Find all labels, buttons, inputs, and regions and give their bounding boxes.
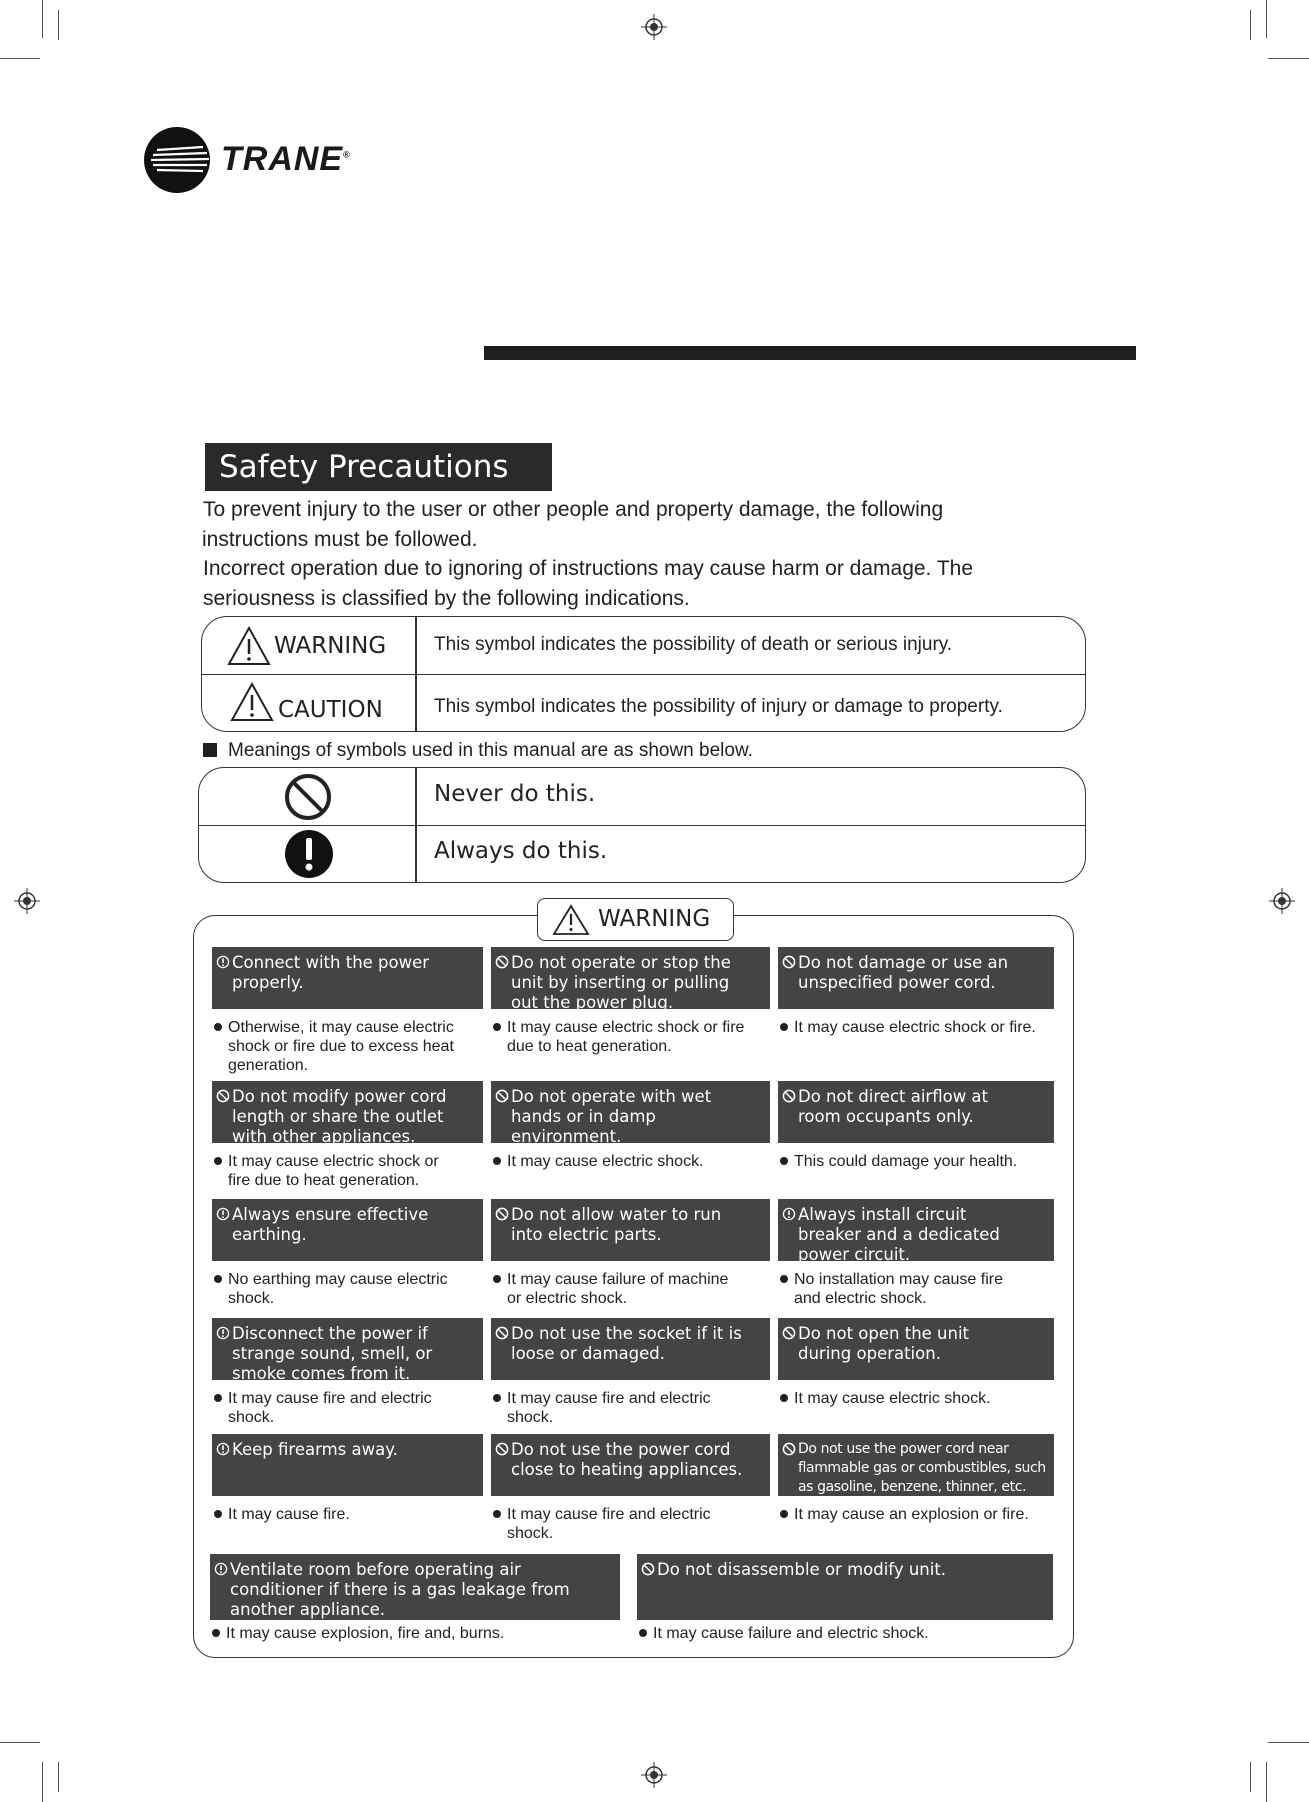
warning-cell-heading (491, 1318, 770, 1380)
warning-cell-heading-line: Do not allow water to run (511, 1205, 722, 1224)
caution-triangle-icon (229, 681, 275, 723)
warning-cell-consequence (778, 1270, 1062, 1308)
warning-cell-heading (637, 1554, 1053, 1620)
exclamation-icon (216, 1326, 230, 1340)
warning-cell-heading-line: Do not direct airflow at (798, 1087, 989, 1106)
warning-cell-heading-line: Always ensure effective (232, 1205, 429, 1224)
warning-cell-heading-line: unspecified power cord. (798, 973, 996, 992)
bullet-dot-icon (214, 1157, 222, 1165)
prohibition-icon (495, 955, 509, 969)
indication-text: This symbol indicates the possibility of death or serious injury. (434, 634, 953, 655)
indication-row-warning (202, 617, 1085, 674)
warning-cell-consequence-line: It may cause fire. (228, 1506, 350, 1523)
warning-cell-heading (778, 1318, 1054, 1380)
warning-cell-consequence-line: generation. (228, 1057, 309, 1074)
warning-cell-heading-line: smoke comes from it. (232, 1364, 411, 1383)
warning-cell-heading (491, 1199, 770, 1261)
warning-cell-heading-line: Always install circuit (798, 1205, 967, 1224)
warning-cell-heading-line: into electric parts. (511, 1225, 662, 1244)
prohibition-icon (284, 773, 332, 821)
symbol-row-never (199, 768, 1085, 825)
bullet-dot-icon (212, 1629, 220, 1637)
warning-cell-heading-line: length or share the outlet (232, 1107, 444, 1126)
warning-cell-heading-line: as gasoline, benzene, thinner, etc. (798, 1479, 1027, 1495)
warning-cell-consequence (778, 1152, 1062, 1171)
bullet-dot-icon (493, 1157, 501, 1165)
brand-wordmark: TRANE® (221, 140, 351, 178)
title-bar (484, 346, 1136, 360)
warning-cell-consequence-line: shock. (507, 1409, 554, 1426)
warning-cell-consequence (491, 1018, 778, 1056)
warning-cell-consequence (491, 1505, 778, 1543)
warning-cell-consequence-line: Otherwise, it may cause electric (228, 1019, 454, 1036)
warning-cell-heading-line: earthing. (232, 1225, 307, 1244)
warning-cell-consequence-line: or electric shock. (507, 1290, 628, 1307)
prohibition-icon (782, 1442, 796, 1456)
warning-cell-heading-line: Ventilate room before operating air (230, 1560, 521, 1579)
warning-cell-heading (212, 1081, 483, 1146)
warning-cell-heading-line: Do not modify power cord (232, 1087, 447, 1106)
registration-mark-icon (14, 888, 40, 914)
bullet-dot-icon (780, 1510, 788, 1518)
warning-cell-consequence-line: It may cause failure and electric shock. (653, 1625, 929, 1642)
warning-cell-heading-line: environment. (511, 1127, 622, 1146)
warning-cell-heading-line: Do not operate or stop the (511, 953, 731, 972)
warning-cell-heading-line: Do not disassemble or modify unit. (657, 1560, 947, 1579)
warning-cell-heading (212, 1318, 483, 1383)
bullet-dot-icon (493, 1023, 501, 1031)
prohibition-icon (495, 1442, 509, 1456)
warning-cell-consequence (212, 1389, 491, 1427)
warning-cell-heading-line: Disconnect the power if (232, 1324, 428, 1343)
prohibition-icon (495, 1207, 509, 1221)
warning-cell-consequence-line: It may cause fire and electric (228, 1390, 432, 1407)
warning-cell-consequence-line: No installation may cause fire (794, 1271, 1003, 1288)
warning-cell-heading-line: Do not open the unit (798, 1324, 970, 1343)
warning-cell-heading (212, 1434, 483, 1496)
warning-cell-consequence-line: shock. (507, 1525, 554, 1542)
symbol-table (198, 767, 1086, 883)
warning-cell-consequence-line: fire due to heat generation. (228, 1172, 420, 1189)
warning-box-label: WARNING (537, 898, 734, 941)
warning-cell-consequence-line: and electric shock. (794, 1290, 927, 1307)
bullet-dot-icon (493, 1510, 501, 1518)
warning-cell-heading-line: unit by inserting or pulling (511, 973, 730, 992)
bullet-dot-icon (214, 1510, 222, 1518)
warning-cell-heading (778, 1434, 1054, 1496)
warning-cell-heading-line: Do not use the power cord near (798, 1441, 1009, 1457)
warning-cell-consequence (778, 1505, 1062, 1524)
warning-cell-consequence (210, 1624, 628, 1643)
indication-label: CAUTION (278, 697, 383, 723)
warning-cell-heading-line: Do not damage or use an (798, 953, 1009, 972)
intro-line: instructions must be followed. (202, 528, 478, 551)
warning-cell-consequence-line: shock or fire due to excess heat (228, 1038, 454, 1055)
warning-cell-consequence-line: This could damage your health. (794, 1153, 1018, 1170)
warning-cell-heading (491, 1081, 770, 1146)
warning-cell-heading (210, 1554, 620, 1620)
indication-text: This symbol indicates the possibility of injury or damage to property. (434, 696, 1003, 717)
warning-cell-consequence-line: It may cause electric shock or fire (507, 1019, 745, 1036)
exclamation-icon (284, 829, 334, 879)
warning-cell-heading (212, 947, 483, 1009)
warning-cell-consequence (637, 1624, 1061, 1643)
warning-cell-heading-line: properly. (232, 973, 304, 992)
warning-cell-consequence (491, 1152, 778, 1171)
symbol-row-always (199, 825, 1085, 883)
warning-cell-consequence-line: shock. (228, 1290, 275, 1307)
warning-cell-consequence-line: It may cause explosion, fire and, burns. (226, 1625, 505, 1642)
indication-label: WARNING (274, 633, 387, 659)
warning-cell-heading-line: close to heating appliances. (511, 1460, 743, 1479)
warning-cell-heading (491, 947, 770, 1012)
warning-cell-heading-line: Do not operate with wet (511, 1087, 712, 1106)
warning-cell-consequence (212, 1018, 491, 1075)
warning-cell-heading-line: loose or damaged. (511, 1344, 666, 1363)
warning-cell-consequence (212, 1152, 491, 1190)
warning-cell-heading-line: conditioner if there is a gas leakage from (230, 1580, 570, 1599)
warning-cell-consequence-line: shock. (228, 1409, 275, 1426)
prohibition-icon (641, 1562, 655, 1576)
warning-cell-heading-line: Do not use the socket if it is (511, 1324, 742, 1343)
warning-cell-heading-line: room occupants only. (798, 1107, 974, 1126)
warning-cell-consequence (212, 1505, 491, 1524)
exclamation-icon (216, 955, 230, 969)
bullet-dot-icon (214, 1275, 222, 1283)
exclamation-icon (782, 1207, 796, 1221)
warning-cell-consequence (212, 1270, 491, 1308)
section-heading: Safety Precautions (205, 443, 552, 491)
bullet-dot-icon (780, 1394, 788, 1402)
warning-cell-consequence-line: It may cause fire and electric (507, 1390, 711, 1407)
warning-cell-consequence (778, 1389, 1062, 1408)
prohibition-icon (782, 1089, 796, 1103)
bullet-square-icon (203, 743, 217, 757)
intro-line: To prevent injury to the user or other people and property damage, the following (203, 498, 944, 521)
bullet-dot-icon (780, 1275, 788, 1283)
bullet-dot-icon (493, 1394, 501, 1402)
bullet-dot-icon (493, 1275, 501, 1283)
bullet-dot-icon (780, 1157, 788, 1165)
bullet-dot-icon (214, 1394, 222, 1402)
warning-cell-consequence-line: It may cause electric shock. (794, 1390, 991, 1407)
warning-cell-consequence (778, 1018, 1062, 1037)
warning-cell-consequence-line: No earthing may cause electric (228, 1271, 448, 1288)
warning-cell-heading-line: hands or in damp (511, 1107, 656, 1126)
warning-cell-heading (778, 1199, 1054, 1264)
warning-cell-heading-line: Connect with the power (232, 953, 430, 972)
intro-line: seriousness is classified by the following indications. (203, 587, 690, 610)
warning-cell-heading-line: Do not use the power cord (511, 1440, 731, 1459)
warning-cell-consequence-line: It may cause electric shock. (507, 1153, 704, 1170)
warning-cell-heading-line: breaker and a dedicated (798, 1225, 1000, 1244)
warning-cell-consequence-line: It may cause electric shock or fire. (794, 1019, 1036, 1036)
prohibition-icon (495, 1089, 509, 1103)
exclamation-icon (216, 1207, 230, 1221)
warning-cell-consequence (491, 1389, 778, 1427)
meanings-heading: Meanings of symbols used in this manual are as shown below. (203, 740, 753, 762)
exclamation-icon (216, 1442, 230, 1456)
warning-cell-consequence (491, 1270, 778, 1308)
warning-cell-consequence-line: It may cause an explosion or fire. (794, 1506, 1029, 1523)
warning-cell-consequence-line: It may cause fire and electric (507, 1506, 711, 1523)
prohibition-icon (782, 1326, 796, 1340)
symbol-text: Never do this. (434, 781, 596, 807)
warning-cell-heading (778, 947, 1054, 1009)
warning-cell-heading-line: flammable gas or combustibles, such (798, 1460, 1046, 1476)
registration-mark-icon (1269, 888, 1295, 914)
bullet-dot-icon (214, 1023, 222, 1031)
warning-cell-heading (212, 1199, 483, 1261)
warning-cell-heading-line: another appliance. (230, 1600, 386, 1619)
trane-logo-icon (143, 126, 211, 194)
warning-cell-heading (778, 1081, 1054, 1143)
warning-cell-heading-line: during operation. (798, 1344, 941, 1363)
indication-row-caution (202, 674, 1085, 732)
warning-cell-heading-line: Keep firearms away. (232, 1440, 398, 1459)
exclamation-icon (214, 1562, 228, 1576)
warning-cell-heading-line: power circuit. (798, 1245, 911, 1264)
symbol-text: Always do this. (434, 838, 608, 864)
intro-line: Incorrect operation due to ignoring of instructions may cause harm or damage. The (203, 557, 974, 580)
warning-cell-heading-line: out the power plug. (511, 993, 674, 1012)
prohibition-icon (782, 955, 796, 969)
warning-triangle-icon (551, 904, 591, 936)
indication-table (201, 616, 1086, 732)
warning-cell-heading-line: with other appliances. (232, 1127, 416, 1146)
warning-cell-heading-line: strange sound, smell, or (232, 1344, 433, 1363)
registration-mark-icon (641, 1762, 667, 1788)
prohibition-icon (216, 1089, 230, 1103)
warning-cell-heading (491, 1434, 770, 1496)
warning-triangle-icon (226, 625, 272, 667)
bullet-dot-icon (780, 1023, 788, 1031)
warning-cell-consequence-line: It may cause electric shock or (228, 1153, 439, 1170)
warning-cell-consequence-line: It may cause failure of machine (507, 1271, 729, 1288)
registration-mark-icon (641, 14, 667, 40)
prohibition-icon (495, 1326, 509, 1340)
warning-cell-consequence-line: due to heat generation. (507, 1038, 672, 1055)
bullet-dot-icon (639, 1629, 647, 1637)
